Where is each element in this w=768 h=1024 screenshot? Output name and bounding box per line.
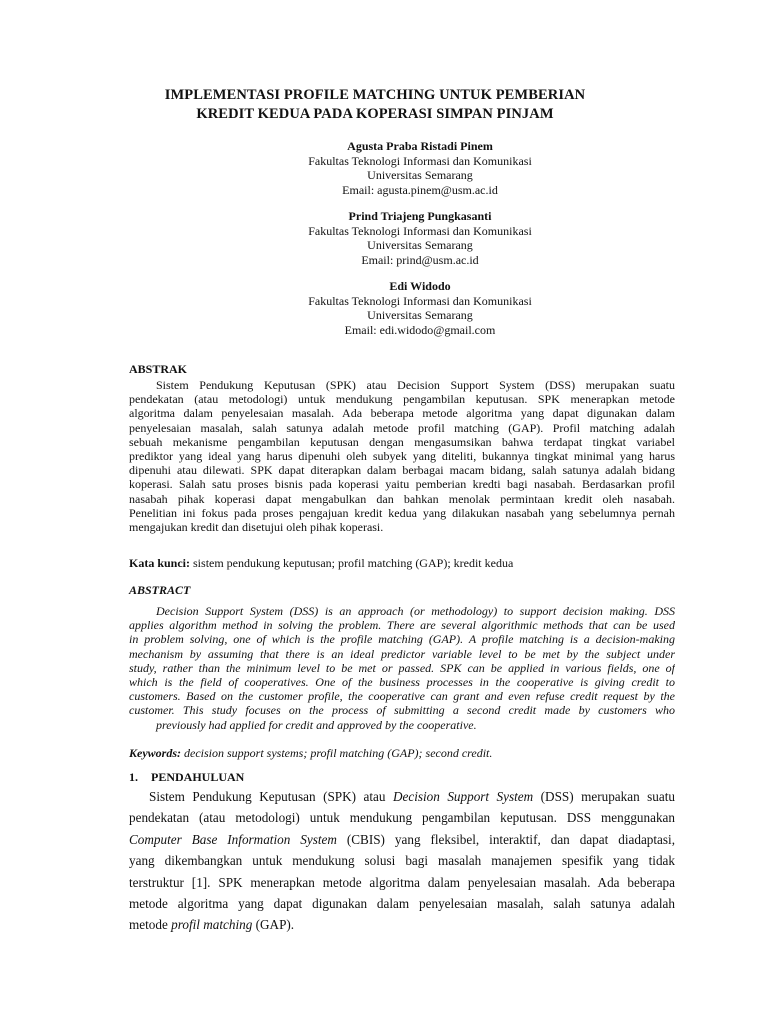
abstrak-line: koperasi. Salah satu proses bisnis pada koperasi yaitu pemberian kredti bagi nasabah. Berdasarkan profil [129, 477, 675, 492]
intro-italic-term: Computer Base Information System [129, 831, 337, 847]
intro-line [129, 829, 675, 850]
title-line-1: IMPLEMENTASI PROFILE MATCHING UNTUK PEMBERIAN [164, 87, 586, 103]
abstract-line: customers. Based on the customer profile, the cooperative can grant and even refuse credit request by the [129, 689, 675, 704]
author-university: Universitas Semarang [367, 168, 473, 182]
paper-title [120, 86, 630, 124]
author-affiliation: Fakultas Teknologi Informasi dan Komunikasi [308, 293, 532, 308]
abstract-line: applies algorithm method in solving the problem. There are several algorithmic methods that can be used [129, 618, 675, 633]
author-name: Edi Widodo [389, 279, 451, 293]
abstract-line: Decision Support System (DSS) is an approach (or methodology) to support decision making. DSS [156, 604, 675, 618]
intro-text: (GAP). [252, 917, 295, 933]
intro-line: terstruktur [1]. SPK menerapkan metode algoritma dalam penyelesaian masalah. Ada beberapa [129, 874, 675, 890]
abstract-body [129, 604, 675, 732]
author-email: Email: edi.widodo@gmail.com [344, 322, 496, 337]
title-line-2: KREDIT KEDUA PADA KOPERASI SIMPAN PINJAM [196, 106, 554, 122]
introduction-body [129, 786, 675, 936]
keywords [129, 746, 492, 761]
abstract-line: which is the field of cooperatives. One of the business processes in the cooperative is giving credit to [129, 675, 675, 690]
abstrak-line: mengajukan kredit dan disetujui oleh pihak koperasi. [129, 520, 384, 535]
abstract-line: mechanism by assuming that there is an ideal predictor variable level to be met by the subject under [129, 646, 675, 661]
abstrak-line: pendekatan (atau metodologi) untuk mendukung pengambilan keputusan. SPK menerapkan metode [129, 392, 675, 407]
section-heading-pendahuluan [129, 770, 244, 785]
abstract-line: in problem solving, one of which is the profile matching (GAP). A profile matching is a decision-making [129, 632, 675, 647]
abstract-line: previously had applied for credit and approved by the cooperative. [156, 717, 477, 732]
author-university: Universitas Semarang [367, 308, 473, 322]
intro-text: metode [129, 917, 172, 933]
abstrak-line: sebuah mekanisme pengambilan keputusan dengan mengasumsikan bahwa terdapat tingkat variabel [129, 434, 675, 449]
author-block-1 [200, 139, 640, 197]
abstrak-line: dipenuhi atau dilewati. SPK dapat diterapkan dalam berbagai macam bidang, salah satunya adalah bidang [129, 463, 675, 478]
abstract-line: customer. This study focuses on the process of submitting a second credit made by customers who [129, 703, 675, 718]
intro-text: (CBIS) yang fleksibel, interaktif, dan dapat diadaptasi, [336, 831, 676, 847]
intro-line: pendekatan (atau metodologi) untuk mendukung pengambilan keputusan. DSS menggunakan [129, 810, 675, 826]
kata-kunci-label: Kata kunci: [129, 556, 191, 570]
keywords-label: Keywords: [129, 746, 181, 760]
keywords-text: decision support systems; profil matching (GAP); second credit. [181, 746, 493, 760]
abstract-heading: ABSTRACT [129, 583, 191, 597]
intro-line: metode algoritma yang dapat digunakan dalam penyelesaian masalah, salah satunya adalah [129, 896, 675, 912]
kata-kunci-text: sistem pendukung keputusan; profil matching (GAP); kredit kedua [190, 556, 514, 570]
author-name: Prind Triajeng Pungkasanti [348, 209, 492, 223]
intro-italic-term: Decision Support System [392, 789, 534, 804]
author-email: Email: agusta.pinem@usm.ac.id [342, 182, 498, 197]
abstrak-heading: ABSTRAK [129, 362, 188, 376]
section-number: 1. [129, 770, 138, 784]
section-title: PENDAHULUAN [151, 770, 245, 784]
abstrak-body [129, 378, 675, 534]
intro-text: Sistem Pendukung Keputusan (SPK) atau [149, 789, 393, 804]
kata-kunci [129, 556, 513, 571]
author-block-2 [200, 209, 640, 267]
intro-italic-term: profil matching [171, 917, 253, 933]
author-university: Universitas Semarang [367, 238, 473, 252]
abstrak-line: Sistem Pendukung Keputusan (SPK) atau Decision Support System (DSS) merupakan suatu [156, 378, 675, 392]
intro-text: (DSS) merupakan suatu [533, 789, 676, 804]
author-affiliation: Fakultas Teknologi Informasi dan Komunikasi [308, 153, 532, 168]
intro-line [129, 786, 675, 807]
abstrak-line: algoritma dalam penyelesaian masalah. Ada beberapa metode algoritma yang dapat digunakan dalam [129, 406, 675, 421]
abstrak-line: nasabah pihak koperasi dapat mengabulkan dan bahkan menolak permintaan kredit oleh nasabah. [129, 491, 675, 506]
intro-line [129, 914, 675, 935]
author-email: Email: prind@usm.ac.id [361, 252, 479, 267]
abstrak-line: prediktor yang ideal yang harus dipenuhi oleh subyek yang diteliti, bukannya tingkat minimal yang harus [129, 449, 675, 464]
abstrak-line: penyelesaian masalah, salah satunya adalah metode profil matching (GAP). Profil matching adalah [129, 420, 675, 435]
author-name: Agusta Praba Ristadi Pinem [347, 139, 493, 153]
author-affiliation: Fakultas Teknologi Informasi dan Komunikasi [308, 223, 532, 238]
intro-line: yang dikembangkan untuk mendukung solusi bagi masalah manajemen spesifik yang tidak [129, 853, 675, 869]
abstrak-line: Penelitian ini fokus pada proses pengajuan kredit kedua yang dilakukan nasabah yang sebelumnya pernah [129, 505, 675, 520]
abstract-line: study, rather than the minimum level to be met or passed. SPK can be applied in various fields, one of [129, 660, 675, 675]
author-block-3 [200, 279, 640, 337]
